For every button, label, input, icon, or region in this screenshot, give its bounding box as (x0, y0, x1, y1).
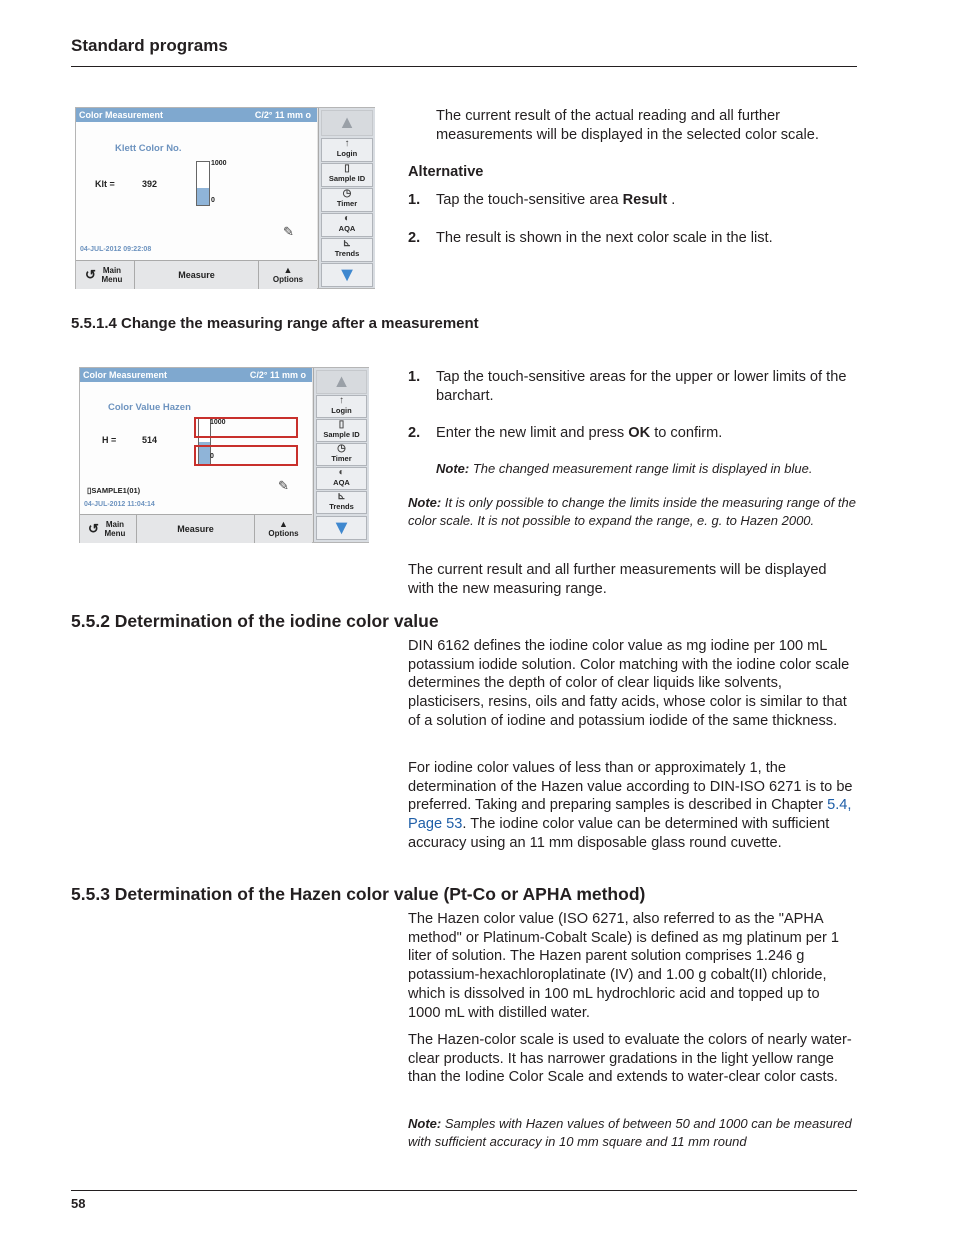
edit-icon[interactable]: ✎ (278, 478, 289, 493)
back-arrow-icon: ↺ (85, 267, 96, 282)
range-result-text: The current result and all further measurements will be displayed with the new measuring range. (408, 562, 827, 597)
screen-main-area (76, 108, 317, 260)
note-range-limits: Note: It is only possible to change the limits inside the measuring range of the color scale. It is not possible to expand the range, e. g. to Hazen 2000. (408, 495, 857, 528)
screen-status: C/2° 11 mm o (254, 110, 311, 120)
options-arrow-icon: ▲ (279, 519, 288, 529)
measure-button[interactable]: Measure (137, 515, 255, 543)
hazen-para-1: The Hazen color value (ISO 6271, also referred to as the "APHA method" or Platinum-Cobalt Scale) is defined as mg platinum per 1 liter of solution. The Hazen parent solution comprises 1.246 g potassium-hexachloroplatinate (IV) and 1.00 g cobalt(II) chloride, which is dissolved in 100 mL hydrochloric acid and topped up to 1000 mL with distilled water. (408, 911, 840, 1021)
trends-icon: ⊾ (337, 491, 346, 502)
timestamp: 04-JUL-2012 09:22:08 (80, 246, 152, 253)
result-value[interactable]: 392 (142, 179, 158, 189)
page-header-title: Standard programs (71, 36, 228, 55)
main-menu-button[interactable]: ↺ Main Menu (76, 261, 135, 289)
iodine-para-1: DIN 6162 defines the iodine color value as mg iodine per 100 mL potassium iodide solution. Color matching with the iodine color scale determines the depth of color of clear liquids like solvents, plasticisers, resins, oils and fatty acids, whose color is similar to that of a solution of iodine and potassium iodide of the same thickness. (408, 638, 850, 729)
timer-icon: ◷ (337, 443, 346, 454)
page-number: 58 (71, 1196, 86, 1211)
options-button[interactable]: ▲ Options (268, 519, 299, 538)
alternative-heading: Alternative (408, 164, 484, 180)
device-screen-2 (79, 367, 369, 543)
alt-step-2: 2. The result is shown in the next color scale in the list. (408, 230, 773, 246)
result-value[interactable]: 514 (142, 435, 158, 445)
hazen-para-2: The Hazen-color scale is used to evaluate the colors of nearly water-clear products. It has narrower gradations in the light yellow range than the Iodine Color Scale and extends to water-clear color casts. (408, 1032, 852, 1086)
param-label: Klt = (95, 179, 115, 189)
sample-id-button[interactable]: ▯ Sample ID (321, 163, 373, 187)
edit-icon[interactable]: ✎ (283, 224, 294, 239)
screen-title-bar (76, 108, 317, 122)
screen-title: Color Measurement (79, 110, 164, 120)
section-heading-5-5-3: 5.5.3 Determination of the Hazen color value (Pt-Co or APHA method) (71, 884, 646, 904)
timer-button[interactable]: ◷ Timer (316, 443, 367, 466)
note-range-blue: Note: The changed measurement range limit is displayed in blue. (436, 461, 813, 476)
trends-icon: ⊾ (342, 238, 352, 249)
bottom-bar (76, 260, 317, 289)
sample-id-icon: ▯ (344, 163, 350, 174)
sample-id: ▯SAMPLE1(01) (87, 486, 141, 495)
bar-chart[interactable] (196, 161, 210, 206)
hazen-note: Note: Samples with Hazen values of between 50 and 1000 can be measured with sufficient accuracy in 10 mm square and 11 mm round (408, 1116, 852, 1149)
section-heading-5-5-2: 5.5.2 Determination of the iodine color value (71, 611, 439, 631)
timer-button[interactable]: ◷ Timer (321, 188, 373, 212)
aqa-icon: ◐ (338, 467, 345, 478)
bar-upper-limit[interactable]: 1000 (210, 419, 226, 426)
range-step-2: 2. Enter the new limit and press OK to confirm. (408, 425, 723, 441)
screen-title: Color Measurement (83, 370, 168, 380)
scroll-down-arrow-icon[interactable]: ▼ (321, 263, 373, 287)
measure-button[interactable]: Measure (135, 261, 259, 289)
section-heading-5-5-1-4: 5.5.1.4 Change the measuring range after a measurement (71, 315, 479, 332)
trends-button[interactable]: ⊾ Trends (321, 238, 373, 262)
side-panel (313, 368, 369, 542)
login-icon: ↑ (339, 395, 344, 406)
range-step-1: 1. Tap the touch-sensitive areas for the upper or lower limits of the barchart. (408, 369, 847, 404)
aqa-icon: ◐ (343, 213, 351, 224)
scroll-up-arrow-icon[interactable]: ▲ (316, 370, 367, 394)
chapter-link[interactable]: 5.4, Page 53 (408, 797, 852, 833)
screen-title-bar (80, 368, 312, 382)
side-panel (318, 108, 375, 288)
aqa-button[interactable]: ◐ AQA (321, 213, 373, 237)
bottom-bar (80, 514, 312, 543)
scale-label[interactable]: Color Value Hazen (108, 402, 191, 413)
bar-upper-limit[interactable]: 1000 (211, 160, 227, 167)
timer-icon: ◷ (342, 188, 352, 199)
screen-main-area (80, 368, 312, 514)
login-button[interactable]: ↑ Login (316, 395, 367, 418)
scroll-up-arrow-icon[interactable]: ▲ (321, 110, 373, 136)
main-menu-button[interactable]: ↺ Main Menu (80, 515, 137, 543)
screen-status: C/2° 11 mm o (249, 370, 306, 380)
footer-rule (71, 1190, 857, 1191)
scroll-down-arrow-icon[interactable]: ▼ (316, 516, 367, 540)
sample-id-icon: ▯ (338, 419, 345, 430)
header-rule (71, 66, 857, 67)
timestamp: 04-JUL-2012 11:04:14 (84, 501, 155, 508)
back-arrow-icon: ↺ (88, 521, 99, 536)
bar-lower-limit[interactable]: 0 (211, 197, 215, 204)
param-label: H = (102, 435, 117, 445)
device-screen-1 (75, 107, 375, 289)
bar-lower-limit[interactable]: 0 (210, 453, 214, 460)
sample-icon: ▯ (87, 486, 92, 495)
options-arrow-icon: ▲ (283, 265, 293, 275)
trends-button[interactable]: ⊾ Trends (316, 491, 367, 514)
alt-step-1: 1. Tap the touch-sensitive area Result . (408, 192, 676, 208)
scale-label[interactable]: Klett Color No. (115, 143, 182, 154)
bar-fill (197, 188, 209, 205)
login-button[interactable]: ↑ Login (321, 138, 373, 162)
options-button[interactable]: ▲ Options (272, 265, 304, 284)
aqa-button[interactable]: ◐ AQA (316, 467, 367, 490)
iodine-para-2: For iodine color values of less than or approximately 1, the determination of the Hazen value according to DIN-ISO 6271 is to be preferred. Taking and preparing samples is described in Chapter 5.4, Page 53. The iodine color value can be determined with sufficient accuracy using an 11 mm disposable glass round cuvette. (408, 760, 853, 851)
login-icon: ↑ (344, 138, 350, 149)
result-intro-text: The current result of the actual reading and all further measurements will be displayed in the selected color scale. (436, 108, 819, 143)
sample-id-button[interactable]: ▯ Sample ID (316, 419, 367, 442)
